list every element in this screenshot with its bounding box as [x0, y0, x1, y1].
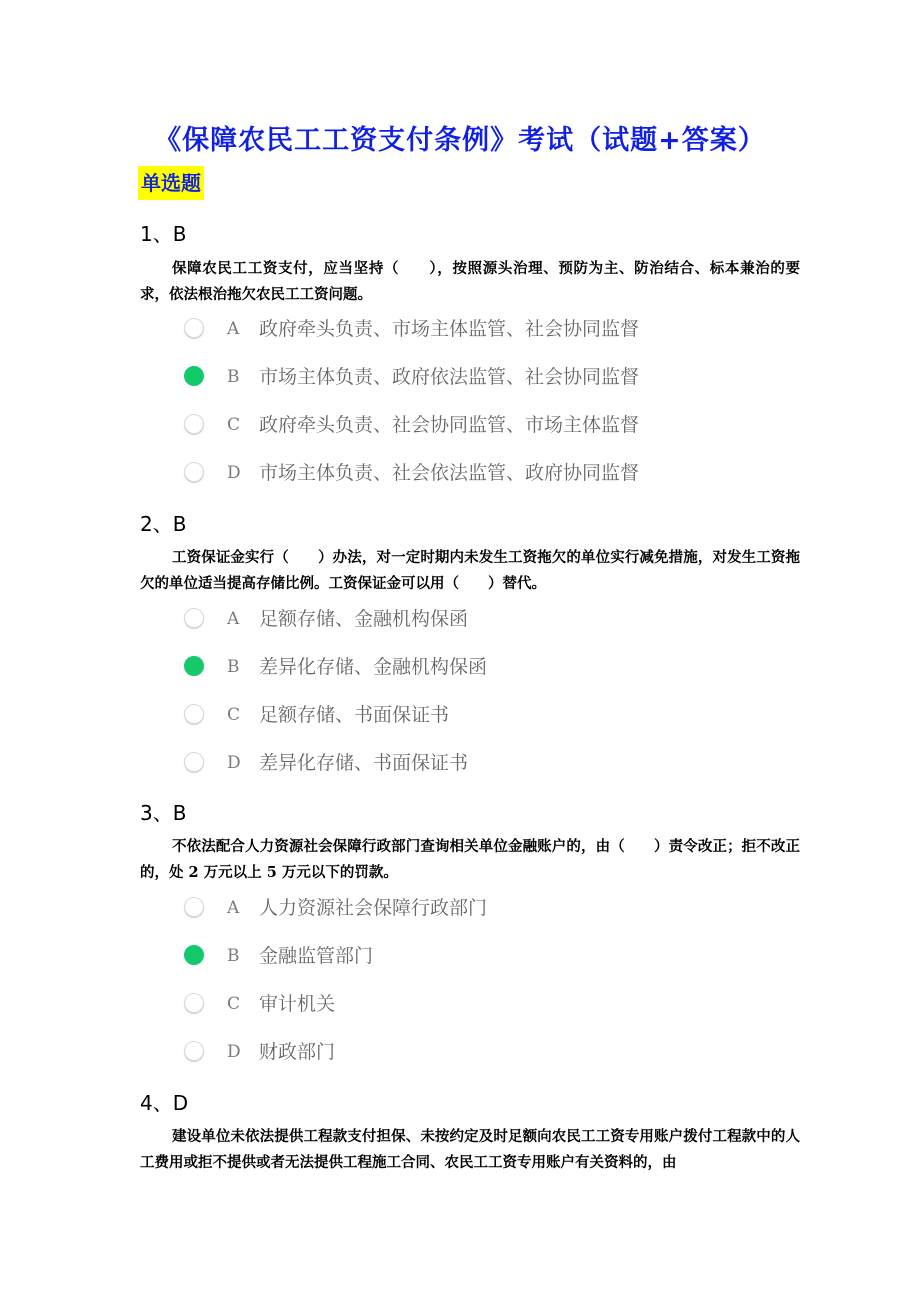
question-1-number: 1、B [140, 222, 187, 246]
radio-unselected-icon[interactable] [184, 462, 204, 482]
option-text: 人力资源社会保障行政部门 [259, 897, 488, 919]
option-letter: C [227, 705, 241, 725]
option-text: 差异化存储、书面保证书 [259, 752, 469, 774]
option-text: 市场主体负责、社会依法监管、政府协同监督 [259, 462, 640, 484]
option-text: 金融监管部门 [259, 945, 374, 967]
question-1-text: 保障农民工工资支付，应当坚持（ ），按照源头治理、预防为主、防治结合、标本兼治的要求，依法根治拖欠农民工工资问题。 [140, 260, 800, 303]
radio-unselected-icon[interactable] [184, 993, 204, 1013]
section-heading: 单选题 [138, 166, 204, 200]
option-letter: A [227, 319, 240, 339]
document-title: 《保障农民工工资支付条例》考试（试题+答案） [154, 125, 766, 156]
radio-unselected-icon[interactable] [184, 318, 204, 338]
option-text: 财政部门 [259, 1041, 336, 1063]
option-letter: B [227, 657, 240, 677]
option-text: 足额存储、金融机构保函 [259, 608, 469, 630]
option-text: 审计机关 [259, 993, 336, 1015]
radio-unselected-icon[interactable] [184, 752, 204, 772]
option-letter: B [227, 367, 240, 387]
radio-unselected-icon[interactable] [184, 897, 204, 917]
option-letter: C [227, 415, 241, 435]
radio-unselected-icon[interactable] [184, 414, 204, 434]
option-text: 政府牵头负责、市场主体监管、社会协同监督 [259, 318, 640, 340]
radio-selected-icon[interactable] [184, 945, 204, 965]
radio-unselected-icon[interactable] [184, 704, 204, 724]
question-2-text: 工资保证金实行（ ）办法，对一定时期内未发生工资拖欠的单位实行减免措施，对发生工资拖欠的单位适当提高存储比例。工资保证金可以用（ ）替代。 [140, 549, 800, 592]
radio-unselected-icon[interactable] [184, 608, 204, 628]
option-text: 市场主体负责、政府依法监管、社会协同监督 [259, 366, 640, 388]
question-2-number: 2、B [140, 512, 187, 536]
option-text: 足额存储、书面保证书 [259, 704, 450, 726]
option-letter: A [227, 609, 240, 629]
option-letter: A [227, 898, 240, 918]
question-4-number: 4、D [140, 1091, 189, 1115]
option-letter: D [227, 1042, 241, 1062]
question-4-text: 建设单位未依法提供工程款支付担保、未按约定及时足额向农民工工资专用账户拨付工程款中的人工费用或拒不提供或者无法提供工程施工合同、农民工工资专用账户有关资料的，由 [140, 1128, 800, 1171]
radio-selected-icon[interactable] [184, 656, 204, 676]
option-text: 差异化存储、金融机构保函 [259, 656, 488, 678]
radio-unselected-icon[interactable] [184, 1041, 204, 1061]
question-3-text: 不依法配合人力资源社会保障行政部门查询相关单位金融账户的，由（ ）责令改正；拒不改正的，处 2 万元以上 5 万元以下的罚款。 [140, 838, 800, 881]
option-letter: C [227, 994, 241, 1014]
option-letter: D [227, 463, 241, 483]
option-letter: D [227, 753, 241, 773]
option-letter: B [227, 946, 240, 966]
radio-selected-icon[interactable] [184, 366, 204, 386]
option-text: 政府牵头负责、社会协同监管、市场主体监督 [259, 414, 640, 436]
question-3-number: 3、B [140, 801, 187, 825]
